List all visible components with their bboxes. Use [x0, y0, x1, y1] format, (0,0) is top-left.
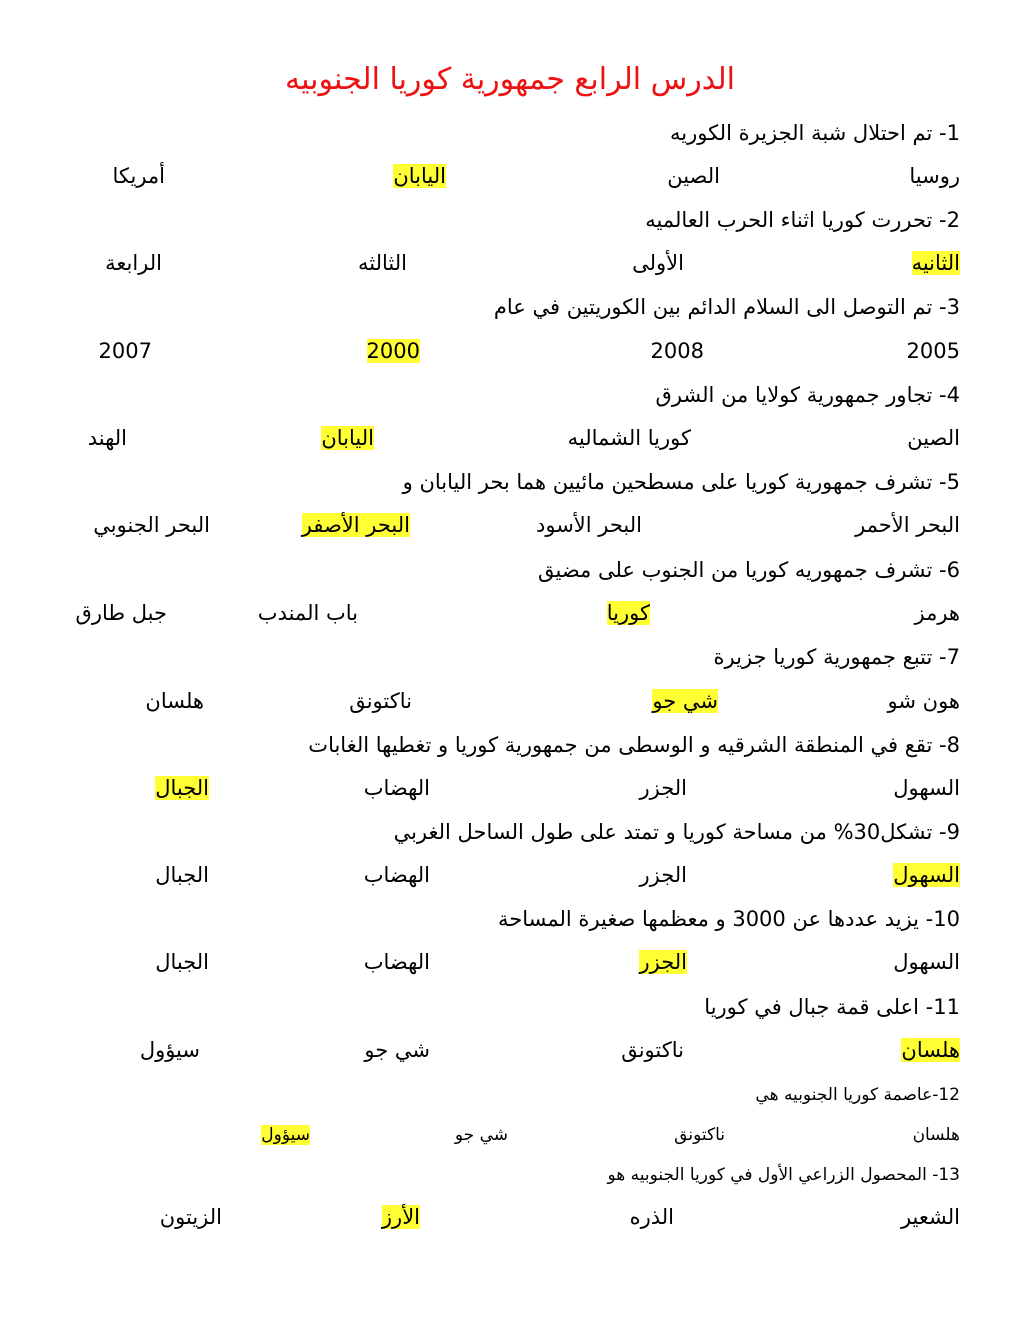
correct-answer: اليابان: [393, 164, 446, 188]
option-6-3: [258, 598, 358, 628]
option-11-3: [364, 1035, 430, 1065]
answer-option: البحر الجنوبي: [93, 513, 210, 537]
option-12-1: [913, 1120, 960, 1150]
answer-option: البحر الأحمر: [855, 513, 960, 537]
answer-option: الهضاب: [363, 776, 430, 800]
correct-answer: هلسان: [901, 1038, 960, 1062]
option-8-3: [364, 773, 430, 803]
answer-option: شي جو: [364, 1038, 430, 1062]
option-3-4: [99, 336, 152, 366]
question-12: 12-عاصمة كوريا الجنوبيه هي: [755, 1085, 960, 1105]
option-2-4: [105, 248, 162, 278]
option-5-3: [302, 510, 410, 540]
option-9-2: [639, 860, 687, 890]
option-9-4: [155, 860, 209, 890]
answer-option: هون شو: [887, 689, 960, 713]
answer-option: ناكتونق: [349, 689, 412, 713]
option-3-1: [907, 336, 960, 366]
question-4: 4- تجاور جمهورية كولايا من الشرق: [655, 383, 960, 407]
option-7-2: [652, 686, 718, 716]
answer-option: الثالثه: [358, 251, 407, 275]
correct-answer: اليابان: [321, 426, 374, 450]
option-11-4: [140, 1035, 200, 1065]
question-3: 3- تم التوصل الى السلام الدائم بين الكوريتين في عام: [493, 295, 960, 319]
correct-answer: الجزر: [639, 950, 687, 974]
option-8-2: [639, 773, 687, 803]
option-11-1: [901, 1035, 960, 1065]
option-13-1: [901, 1202, 960, 1232]
option-6-4: [76, 598, 167, 628]
answer-option: الصين: [667, 164, 720, 188]
answer-option: سيؤول: [139, 1038, 200, 1062]
answer-option: 2007: [98, 339, 152, 363]
answer-option: 2005: [906, 339, 960, 363]
answer-option: باب المندب: [257, 601, 358, 625]
option-5-1: [855, 510, 960, 540]
option-12-4: [261, 1120, 310, 1150]
option-2-1: [912, 248, 960, 278]
option-4-1: [907, 423, 960, 453]
option-4-4: [88, 423, 127, 453]
answer-option: السهول: [893, 776, 960, 800]
option-10-4: [155, 947, 209, 977]
option-12-3: [455, 1120, 508, 1150]
answer-option: الهضاب: [363, 863, 430, 887]
answer-option: الشعير: [900, 1205, 960, 1229]
option-8-4: [155, 773, 209, 803]
option-6-1: [915, 598, 961, 628]
question-13: 13- المحصول الزراعي الأول في كوريا الجنوبيه هو: [607, 1165, 960, 1185]
answer-option: الصين: [907, 426, 960, 450]
answer-option: الأولى: [632, 251, 684, 275]
answer-option: الذره: [629, 1205, 674, 1229]
question-9: 9- تشكل30% من مساحة كوريا و تمتد على طول الساحل الغربي: [393, 820, 960, 844]
question-7: 7- تتبع جمهورية كوريا جزيرة: [713, 645, 960, 669]
option-5-4: [93, 510, 210, 540]
option-12-2: [674, 1120, 725, 1150]
option-10-2: [639, 947, 687, 977]
correct-answer: 2000: [366, 339, 420, 363]
answer-option: السهول: [893, 950, 960, 974]
answer-option: هلسان: [912, 1125, 960, 1145]
page-title: الدرس الرابع جمهورية كوريا الجنوبيه: [285, 62, 735, 97]
answer-option: الجبال: [155, 863, 209, 887]
option-10-3: [364, 947, 430, 977]
answer-option: الزيتون: [159, 1205, 222, 1229]
option-3-3: [367, 336, 420, 366]
option-9-3: [364, 860, 430, 890]
answer-option: ناكتونق: [621, 1038, 684, 1062]
answer-option: أمريكا: [112, 164, 165, 188]
correct-answer: السهول: [893, 863, 960, 887]
option-6-2: [607, 598, 650, 628]
option-10-1: [893, 947, 960, 977]
option-2-3: [358, 248, 407, 278]
option-13-3: [382, 1202, 420, 1232]
correct-answer: سيؤول: [261, 1125, 310, 1145]
correct-answer: الأرز: [381, 1205, 420, 1229]
answer-option: شي جو: [454, 1125, 508, 1145]
question-10: 10- يزيد عددها عن 3000 و معظمها صغيرة المساحة: [498, 907, 960, 931]
answer-option: الرابعة: [105, 251, 162, 275]
option-13-2: [630, 1202, 674, 1232]
correct-answer: كوريا: [606, 601, 650, 625]
option-13-4: [160, 1202, 222, 1232]
correct-answer: الثانيه: [911, 251, 960, 275]
option-5-2: [536, 510, 642, 540]
answer-option: البحر الأسود: [536, 513, 642, 537]
option-9-1: [893, 860, 960, 890]
option-7-1: [888, 686, 960, 716]
question-1: 1- تم احتلال شبة الجزيرة الكوريه: [669, 121, 960, 145]
answer-option: هرمز: [914, 601, 960, 625]
answer-option: روسيا: [909, 164, 960, 188]
answer-option: 2008: [650, 339, 704, 363]
answer-option: الجزر: [639, 863, 687, 887]
option-7-4: [145, 686, 204, 716]
option-11-2: [621, 1035, 684, 1065]
answer-option: الهند: [87, 426, 127, 450]
correct-answer: شي جو: [652, 689, 718, 713]
option-1-3: [393, 161, 446, 191]
option-4-2: [568, 423, 691, 453]
option-1-2: [667, 161, 720, 191]
correct-answer: البحر الأصفر: [301, 513, 410, 537]
option-7-3: [349, 686, 412, 716]
option-1-4: [112, 161, 165, 191]
option-2-2: [632, 248, 684, 278]
question-2: 2- تحررت كوريا اثناء الحرب العالميه: [645, 208, 960, 232]
option-4-3: [321, 423, 374, 453]
answer-option: هلسان: [145, 689, 204, 713]
answer-option: الجبال: [155, 950, 209, 974]
answer-option: جبل طارق: [75, 601, 167, 625]
question-8: 8- تقع في المنطقة الشرقيه و الوسطى من جمهورية كوريا و تغطيها الغابات: [308, 733, 960, 757]
question-11: 11- اعلى قمة جبال في كوريا: [704, 995, 960, 1019]
option-8-1: [893, 773, 960, 803]
question-6: 6- تشرف جمهوريه كوريا من الجنوب على مضيق: [537, 558, 960, 582]
answer-option: الهضاب: [363, 950, 430, 974]
option-3-2: [651, 336, 704, 366]
answer-option: كوريا الشماليه: [567, 426, 691, 450]
answer-option: ناكتونق: [674, 1125, 725, 1145]
correct-answer: الجبال: [155, 776, 209, 800]
answer-option: الجزر: [639, 776, 687, 800]
question-5: 5- تشرف جمهورية كوريا على مسطحين مائيين هما بحر اليابان و: [402, 470, 960, 494]
option-1-1: [909, 161, 960, 191]
